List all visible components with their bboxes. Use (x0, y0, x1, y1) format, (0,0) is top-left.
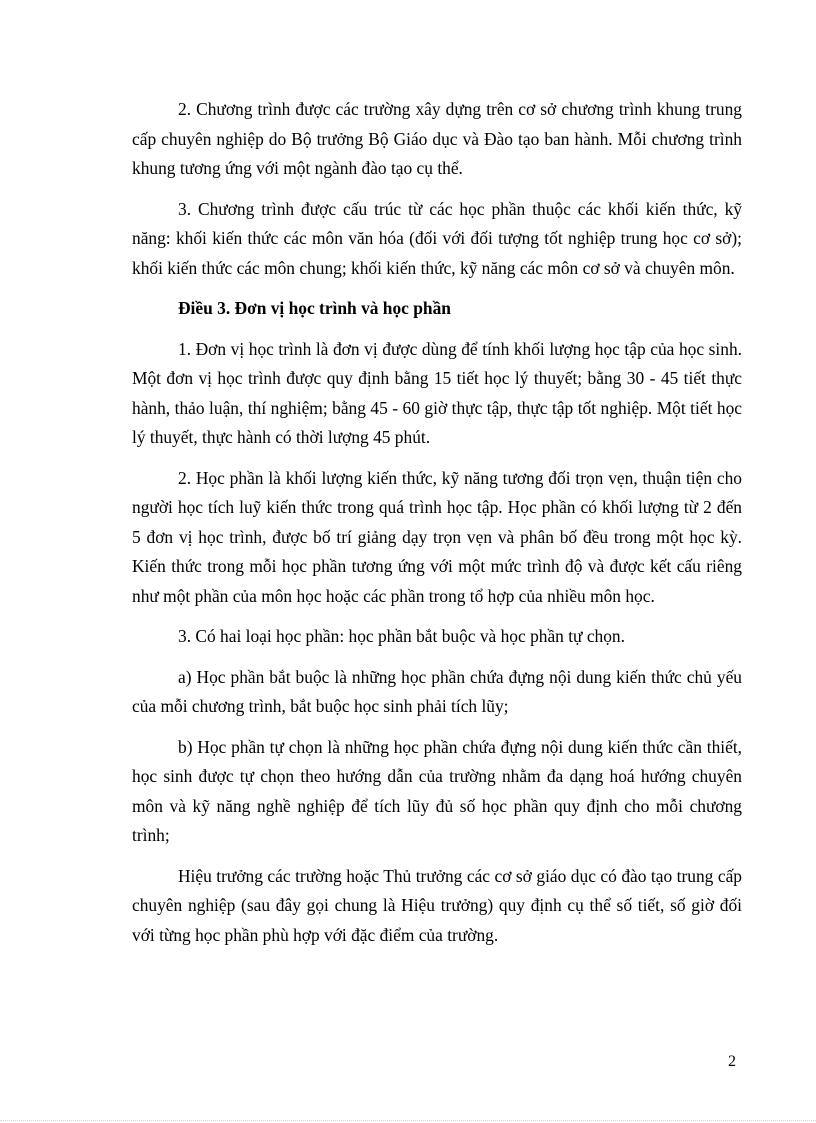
page-number: 2 (728, 1053, 736, 1070)
paragraph-required-modules: a) Học phần bắt buộc là những học phần chứa đựng nội dung kiến thức chủ yếu của mỗi chương trình, bắt buộc học sinh phải tích lũy; (132, 666, 742, 716)
document-body (132, 95, 742, 961)
paragraph-elective-modules: b) Học phần tự chọn là những học phần chứa đựng nội dung kiến thức cần thiết, học sinh được tự chọn theo hướng dẫn của trường nhằm đa dạng hoá hướng chuyên môn và kỹ năng nghề nghiệp để tích lũy đủ số học phần quy định cho mỗi chương trình; (132, 736, 742, 845)
paragraph-course-module: 2. Học phần là khối lượng kiến thức, kỹ năng tương đối trọn vẹn, thuận tiện cho người học tích luỹ kiến thức trong quá trình học tập. Học phần có khối lượng từ 2 đến 5 đơn vị học trình, được bố trí giảng dạy trọn vẹn và phân bố đều trong một học kỳ. Kiến thức trong mỗi học phần tương ứng với một mức trình độ và được kết cấu riêng như một phần của môn học hoặc các phần trong tổ hợp của nhiều môn học. (132, 467, 742, 606)
paragraph-program-structure: 3. Chương trình được cấu trúc từ các học phần thuộc các khối kiến thức, kỹ năng: khối kiến thức các môn văn hóa (đối với đối tượng tốt nghiệp trung học cơ sở); khối kiến thức các môn chung; khối kiến thức, kỹ năng các môn cơ sở và chuyên môn. (132, 198, 742, 278)
page-bottom-divider (0, 1120, 816, 1121)
paragraph-principal-regulation: Hiệu trưởng các trường hoặc Thủ trưởng các cơ sở giáo dục có đào tạo trung cấp chuyên nghiệp (sau đây gọi chung là Hiệu trưởng) quy định cụ thể số tiết, số giờ đối với từng học phần phù hợp với đặc điểm của trường. (132, 865, 742, 945)
paragraph-program-framework: 2. Chương trình được các trường xây dựng trên cơ sở chương trình khung trung cấp chuyên nghiệp do Bộ trưởng Bộ Giáo dục và Đào tạo ban hành. Mỗi chương trình khung tương ứng với một ngành đào tạo cụ thể. (132, 99, 742, 178)
article-3-heading: Điều 3. Đơn vị học trình và học phần (178, 298, 451, 318)
paragraph-study-unit: 1. Đơn vị học trình là đơn vị được dùng để tính khối lượng học tập của học sinh. Một đơn vị học trình được quy định bằng 15 tiết học lý thuyết; bằng 30 - 45 tiết thực hành, thảo luận, thí nghiệm; bằng 45 - 60 giờ thực tập, thực tập tốt nghiệp. Một tiết học lý thuyết, thực hành có thời lượng 45 phút. (132, 338, 742, 447)
paragraph-module-types: 3. Có hai loại học phần: học phần bắt buộc và học phần tự chọn. (178, 626, 625, 646)
